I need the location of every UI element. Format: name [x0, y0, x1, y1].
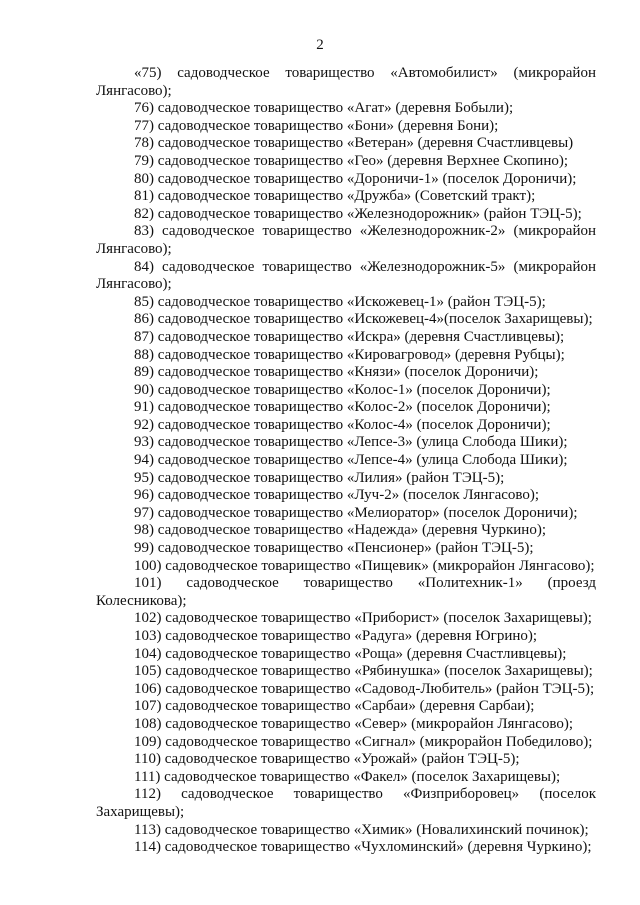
list-item: 86) садоводческое товарищество «Искожевец-4»(поселок Захарищевы);: [134, 311, 593, 328]
list-item: 93) садоводческое товарищество «Лепсе-3» (улица Слобода Шики);: [134, 434, 568, 451]
list-item-text: «75) садоводческое товарищество «Автомобилист» (микрорайон: [134, 65, 596, 81]
list-item-continuation: Лянгасово);: [96, 276, 172, 293]
list-item: 105) садоводческое товарищество «Рябинушка» (поселок Захарищевы);: [134, 663, 593, 680]
list-item: 90) садоводческое товарищество «Колос-1» (поселок Дороничи);: [134, 381, 551, 398]
list-item: 87) садоводческое товарищество «Искра» (деревня Счастливцевы);: [134, 328, 565, 345]
list-item: 100) садоводческое товарищество «Пищевик» (микрорайон Лянгасово);: [134, 557, 595, 574]
list-item: [96, 259, 596, 294]
list-item: 80) садоводческое товарищество «Дороничи-1» (поселок Дороничи);: [134, 170, 577, 187]
list-item: 108) садоводческое товарищество «Север» (микрорайон Лянгасово);: [134, 715, 574, 732]
list-item: 91) садоводческое товарищество «Колос-2» (поселок Дороничи);: [134, 399, 551, 416]
list-item: 110) садоводческое товарищество «Урожай» (район ТЭЦ-5);: [134, 751, 520, 768]
list-item: 82) садоводческое товарищество «Железнодорожник» (район ТЭЦ-5);: [134, 205, 582, 222]
list-item: 113) садоводческое товарищество «Химик» (Новалихинский починок);: [134, 821, 589, 838]
list-item: 88) садоводческое товарищество «Кировагровод» (деревня Рубцы);: [134, 346, 565, 363]
page-number: 2: [316, 37, 324, 53]
list-item: 95) садоводческое товарищество «Лилия» (район ТЭЦ-5);: [134, 469, 505, 486]
list-item: 77) садоводческое товарищество «Бони» (деревня Бони);: [134, 117, 499, 134]
list-item: 85) садоводческое товарищество «Искожевец-1» (район ТЭЦ-5);: [134, 293, 546, 310]
list-item: 76) садоводческое товарищество «Агат» (деревня Бобыли);: [134, 100, 514, 117]
list-item-text: 83) садоводческое товарищество «Железнодорожник-2» (микрорайон: [134, 223, 596, 240]
list-item: 106) садоводческое товарищество «Садовод-Любитель» (район ТЭЦ-5);: [134, 680, 595, 697]
list-item-continuation: Колесникова);: [96, 592, 187, 609]
list-item: 99) садоводческое товарищество «Пенсионер» (район ТЭЦ-5);: [134, 540, 534, 557]
list-item-text: 84) садоводческое товарищество «Железнодорожник-5» (микрорайон: [134, 258, 596, 275]
list-item: 96) садоводческое товарищество «Луч-2» (поселок Лянгасово);: [134, 487, 540, 504]
list-item: 98) садоводческое товарищество «Надежда» (деревня Чуркино);: [134, 522, 546, 539]
list-item: 81) садоводческое товарищество «Дружба» (Советский тракт);: [134, 188, 536, 205]
list-item-continuation: Лянгасово);: [96, 240, 172, 257]
list-item: 97) садоводческое товарищество «Мелиоратор» (поселок Дороничи);: [134, 504, 578, 521]
list-item: 111) садоводческое товарищество «Факел» (поселок Захарищевы);: [134, 768, 561, 785]
list-item-continuation: Захарищевы);: [96, 803, 185, 820]
list-item: 94) садоводческое товарищество «Лепсе-4» (улица Слобода Шики);: [134, 452, 568, 469]
list-item: 89) садоводческое товарищество «Князи» (поселок Дороничи);: [134, 364, 539, 381]
list-item: [96, 65, 596, 100]
list-item-text: 112) садоводческое товарищество «Физприборовец» (поселок: [134, 786, 596, 803]
list-item: 109) садоводческое товарищество «Сигнал» (микрорайон Победилово);: [134, 733, 593, 750]
list-item: 78) садоводческое товарищество «Ветеран» (деревня Счастливцевы): [134, 135, 574, 152]
list-item: 107) садоводческое товарищество «Сарбаи» (деревня Сарбаи);: [134, 698, 535, 715]
garden-partnership-list: [96, 65, 596, 857]
list-item: 102) садоводческое товарищество «Приборист» (поселок Захарищевы);: [134, 610, 592, 627]
list-item: 114) садоводческое товарищество «Чухломинский» (деревня Чуркино);: [134, 839, 592, 856]
list-item: [96, 575, 596, 610]
list-item: 92) садоводческое товарищество «Колос-4» (поселок Дороничи);: [134, 416, 551, 433]
list-item: 79) садоводческое товарищество «Гео» (деревня Верхнее Скопино);: [134, 152, 569, 169]
list-item-continuation: Лянгасово);: [96, 82, 172, 99]
list-item: [96, 223, 596, 258]
list-item-text: 101) садоводческое товарищество «Политехник-1» (проезд: [134, 575, 596, 592]
list-item: 103) садоводческое товарищество «Радуга» (деревня Югрино);: [134, 628, 538, 644]
list-item: [96, 786, 596, 821]
list-item: 104) садоводческое товарищество «Роща» (деревня Счастливцевы);: [134, 645, 567, 662]
